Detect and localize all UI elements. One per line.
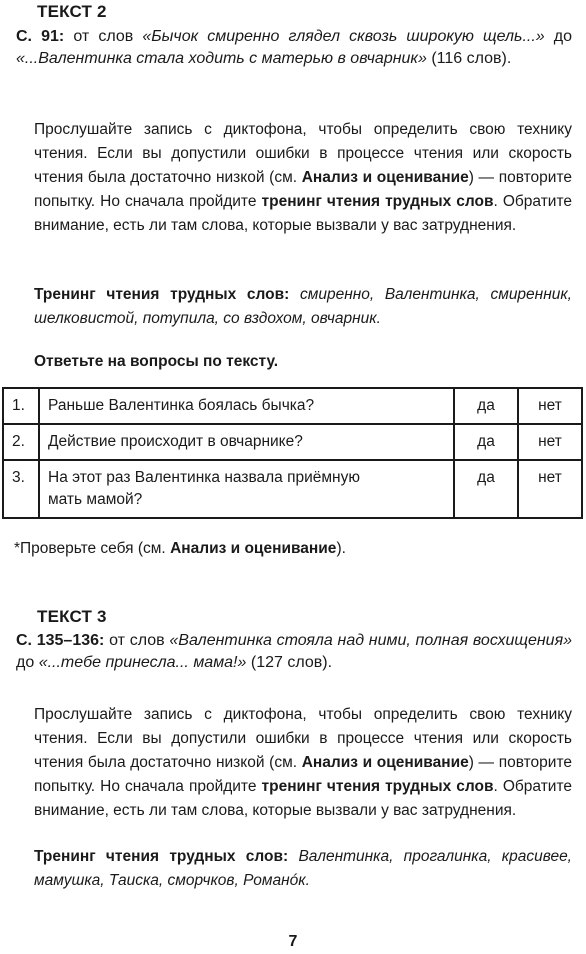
text2-check-part2: ).: [336, 540, 346, 557]
text2-questions-table: [2, 387, 583, 519]
question-number: 1.: [3, 388, 39, 424]
question-text: Действие происходит в овчарнике?: [39, 424, 454, 460]
answer-no[interactable]: нет: [518, 460, 582, 518]
text3-ref-from: от слов: [109, 632, 165, 649]
text2-ref-label: С. 91:: [16, 28, 65, 45]
text2-instr-part1: Прослушайте запись с диктофона, чтобы определить свою технику чтения. Если вы допустили ошибки в процессе чтения или скорость чтения была достаточно низкой (см.: [34, 121, 572, 186]
text2-instr-analysis-ref: Анализ и оценивание: [301, 169, 469, 186]
text2-check-part1: *Проверьте себя (см.: [14, 540, 166, 557]
text2-training-label: Тренинг чтения трудных слов:: [34, 286, 290, 303]
text2-ref-from: от слов: [73, 28, 134, 45]
text3-instr-part1: Прослушайте запись с диктофона, чтобы определить свою технику чтения. Если вы допустили ошибки в процессе чтения или скорость чтения была достаточно низкой (см.: [34, 706, 572, 771]
table-row: [3, 460, 582, 518]
text3-ref-to: до: [16, 654, 35, 671]
text2-check-analysis-ref: Анализ и оценивание: [170, 540, 337, 557]
text3-ref-label: С. 135–136:: [16, 632, 105, 649]
table-row: [3, 424, 582, 460]
text3-training-label: Тренинг чтения трудных слов:: [34, 848, 289, 865]
question-number: 3.: [3, 460, 39, 518]
text2-heading: ТЕКСТ 2: [37, 2, 107, 21]
text2-training: [34, 283, 572, 331]
text3-instr-training-ref: тренинг чтения трудных слов: [261, 778, 494, 795]
text2-training-words: смиренно, Валентинка, смиренник, шелковистой, потупила, со вздохом, овчарник.: [34, 286, 572, 327]
text3-heading: ТЕКСТ 3: [37, 607, 107, 626]
text2-ref-quote-start: «Бычок смиренно глядел сквозь широкую щель...»: [142, 28, 545, 45]
text3-instr-analysis-ref: Анализ и оценивание: [301, 754, 469, 771]
answer-yes[interactable]: да: [454, 460, 518, 518]
text3-training-words: Валентинка, прогалинка, красивее, мамушка, Таиска, сморчков, Романóк.: [34, 848, 572, 889]
text2-ref-quote-end: «...Валентинка стала ходить с матерью в овчарник»: [16, 50, 427, 67]
text3-ref-count: (127 слов).: [250, 654, 333, 671]
text2-reference: [16, 26, 572, 70]
text3-ref-quote-start: «Валентинка стояла над ними, полная восхищения»: [169, 632, 573, 649]
question-number: 2.: [3, 424, 39, 460]
text2-instructions: [34, 118, 572, 238]
text3-reference: [16, 630, 572, 674]
page-number: 7: [288, 933, 298, 950]
answer-no[interactable]: нет: [518, 388, 582, 424]
text3-instr-part2: ) — повторите попытку. Но сначала пройдите: [34, 754, 572, 795]
text2-instr-part2: ) — повторите попытку. Но сначала пройдите: [34, 169, 572, 210]
answer-no[interactable]: нет: [518, 424, 582, 460]
text2-check-note: [14, 537, 552, 561]
text3-training: [34, 845, 572, 893]
text2-questions-title: Ответьте на вопросы по тексту.: [34, 353, 279, 370]
text2-ref-to: до: [553, 28, 573, 45]
answer-yes[interactable]: да: [454, 388, 518, 424]
text3-instructions: [34, 703, 572, 823]
text2-instr-training-ref: тренинг чтения трудных слов: [261, 193, 494, 210]
answer-yes[interactable]: да: [454, 424, 518, 460]
text3-ref-quote-end: «...тебе принесла... мама!»: [38, 654, 247, 671]
table-row: [3, 388, 582, 424]
text2-ref-count: (116 слов).: [431, 50, 512, 67]
question-text: Раньше Валентинка боялась бычка?: [39, 388, 454, 424]
question-text: На этот раз Валентинка назвала приёмную мать мамой?: [39, 460, 454, 518]
text2-instr-part3: . Обратите внимание, есть ли там слова, которые вызвали у вас затруднения.: [34, 193, 572, 234]
text3-instr-part3: . Обратите внимание, есть ли там слова, которые вызвали у вас затруднения.: [34, 778, 572, 819]
